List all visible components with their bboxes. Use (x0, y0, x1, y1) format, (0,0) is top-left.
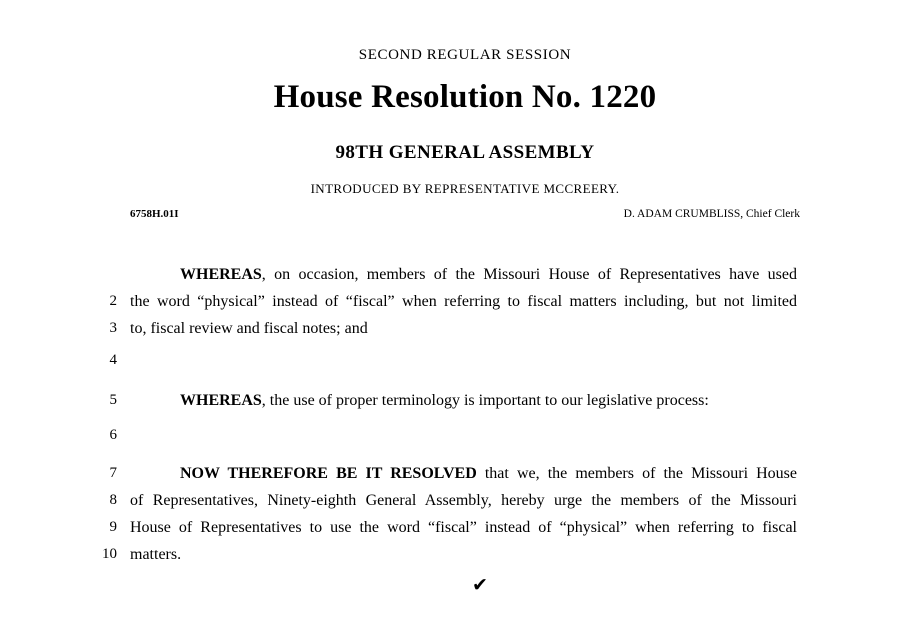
line-number: 9 (109, 519, 117, 535)
line-text: matters. (130, 546, 182, 563)
body-line (70, 288, 797, 315)
line-text: WHEREAS, the use of proper terminology is important to our legislative process: (180, 392, 709, 409)
line-number (70, 261, 117, 288)
body-line (70, 261, 797, 288)
line-number: 8 (109, 492, 117, 508)
body-line (70, 315, 797, 342)
line-number: 6 (109, 427, 117, 443)
line-text: to, fiscal review and fiscal notes; and (130, 320, 368, 337)
line-text (130, 422, 797, 449)
body-line (70, 514, 797, 541)
line-text: House of Representatives to use the word “fiscal” instead of “physical” when referring to fiscal (130, 519, 797, 536)
checkmark-icon: ✔ (472, 574, 488, 596)
body-lines (70, 261, 797, 568)
line-text: NOW THEREFORE BE IT RESOLVED that we, the members of the Missouri House (180, 465, 798, 482)
line-number: 2 (109, 293, 117, 309)
bill-number: 6758H.01I (130, 208, 179, 220)
line-text: of Representatives, Ninety-eighth General Assembly, hereby urge the members of the Missouri (130, 492, 797, 509)
body-line (70, 422, 797, 449)
check-row (0, 574, 900, 596)
session-line: SECOND REGULAR SESSION (358, 47, 572, 63)
line-number: 10 (102, 546, 117, 562)
body-line (70, 487, 797, 514)
line-text (130, 347, 797, 374)
line-number: 7 (109, 465, 117, 481)
body-line (70, 347, 797, 374)
assembly-line: 98TH GENERAL ASSEMBLY (335, 142, 595, 163)
introduced-by-line: INTRODUCED BY REPRESENTATIVE MCCREERY. (310, 181, 620, 196)
clerk-row (130, 208, 800, 220)
line-number: 5 (109, 392, 117, 408)
document-header (130, 47, 800, 220)
body-line (70, 460, 797, 487)
line-text: the word “physical” instead of “fiscal” when referring to fiscal matters including, but not limited (130, 293, 797, 310)
chief-clerk-name: D. ADAM CRUMBLISS, Chief Clerk (623, 208, 800, 220)
page-title: House Resolution No. 1220 (273, 79, 657, 115)
body-line (70, 541, 797, 568)
body-line (70, 387, 797, 414)
line-text: WHEREAS, on occasion, members of the Missouri House of Representatives have used (180, 266, 797, 283)
line-number: 4 (109, 352, 117, 368)
line-number: 3 (109, 320, 117, 336)
